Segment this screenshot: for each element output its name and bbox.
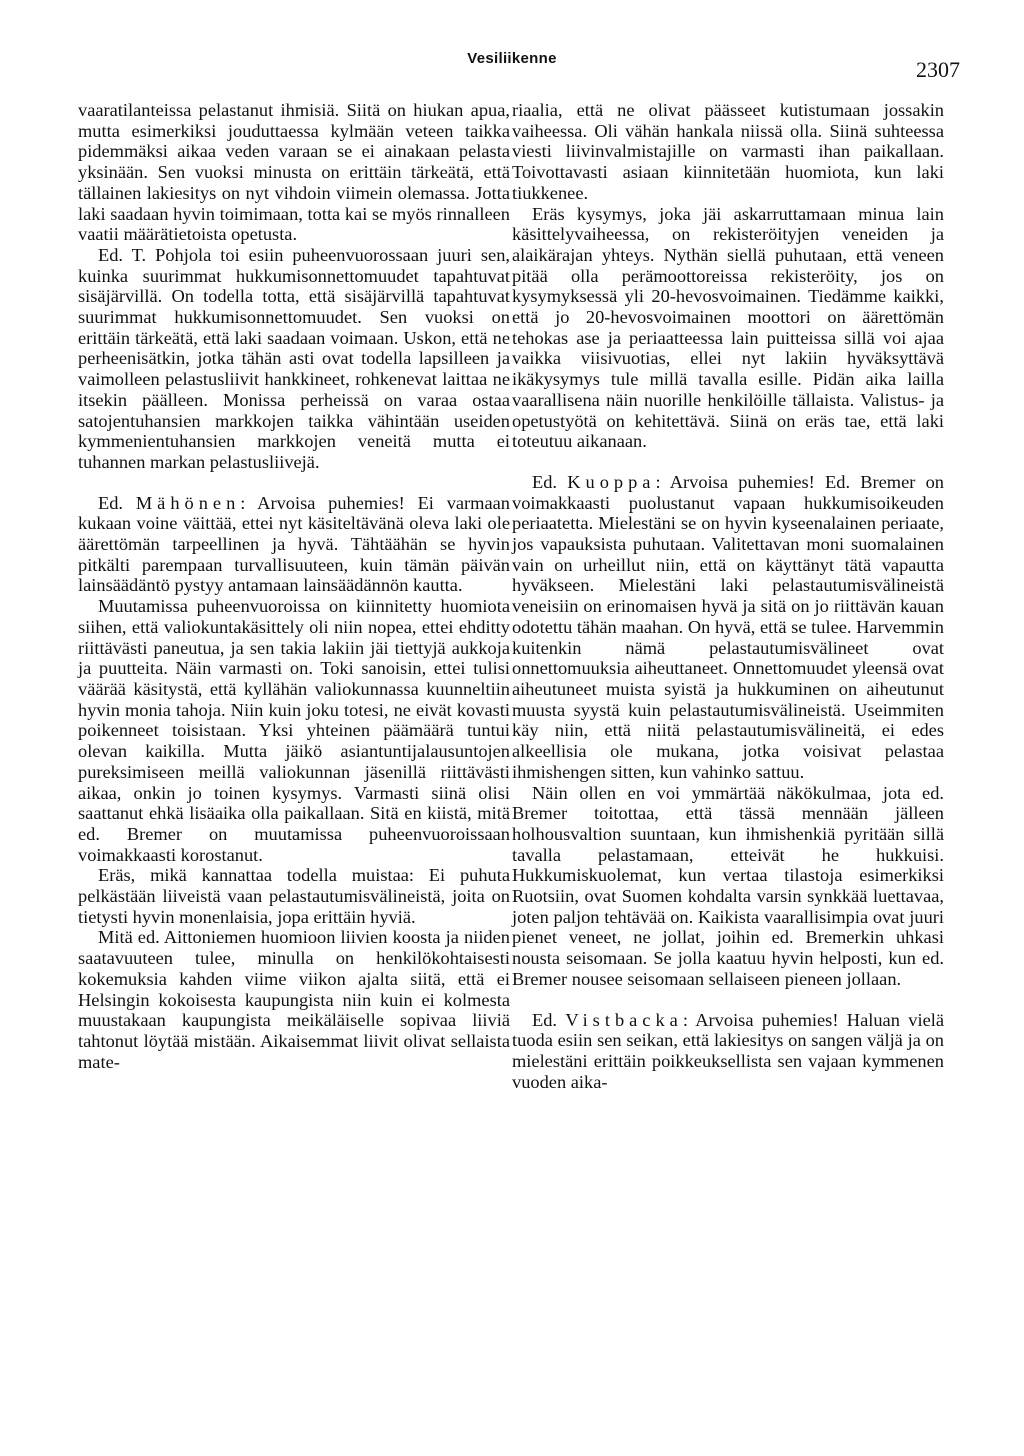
paragraph: Eräs, mikä kannattaa todella muistaa: Ei puhuta pelkästään liiveistä vaan pelastautumisvälineistä, joita on tietysti hyvin monenlaisia, jopa erittäin hyviä.	[78, 865, 510, 927]
speech-paragraph	[512, 472, 944, 783]
paragraph: Eräs kysymys, joka jäi askarruttamaan minua lain käsittelyvaiheessa, on rekisteröityjen veneiden ja alaikärajan yhteys. Nythän siellä puhutaan, että veneen pitää olla perämoottoreissa rekisteröity, jos on kysymyksessä yli 20-hevosvoimainen. Tiedämme kaikki, että jo 20-hevosvoimainen moottori on äärettömän tehokas ase ja periaatteessa lain puitteissa sillä voi ajaa vaikka viisivuotias, ellei nyt lakiin hyväksyttävä ikäkysymys tule millä tavalla esille. Pidän aika lailla vaarallisena näin nuorille henkilöille tällaista. Valistus- ja opetustyötä on kehitettävä. Siinä on eräs tae, että laki toteutuu aikanaan.	[512, 203, 944, 452]
speech-prefix: Ed.	[532, 1009, 566, 1030]
speaker-name: Kuoppa	[567, 471, 656, 492]
paragraph: Mitä ed. Aittoniemen huomioon liivien koosta ja niiden saatavuuteen tulee, minulla on henkilökohtaisesti kokemuksia kahden viime viikon ajalta siitä, että ei Helsingin kokoisesta kaupungista niin kuin ei kolmesta muustakaan kaupungista meikäläiselle sopivaa liiviä tahtonut löytää mistään. Aikaisemmat liivit olivat sellaista mate-	[78, 927, 510, 1072]
speech-prefix: Ed.	[532, 471, 568, 492]
paragraph: Näin ollen en voi ymmärtää näkökulmaa, jota ed. Bremer toitottaa, että tässä mennään jälleen holhousvaltion suuntaan, kun ihmishenkiä pyritään sillä tavalla pelastamaan, etteivät he hukkuisi. Hukkumiskuolemat, kun vertaa tilastoja esimerkiksi Ruotsiin, ovat Suomen kohdalta varsin synkkää luettavaa, joten paljon tehtävää on. Kaikista vaarallisimpia ovat juuri pienet veneet, ne jollat, joihin ed. Bremerkin uhkasi nousta seisomaan. Se jolla kaatuu hyvin helposti, kun ed. Bremer nousee seisomaan sellaiseen pieneen jollaan.	[512, 782, 944, 989]
speech-text: : Arvoisa puhemies! Ed. Bremer on voimakkaasti puolustanut vapaan hukkumisoikeuden periaatetta. Mielestäni se on hyvin kyseenalainen periaate, jos vapauksista puhutaan. Valitettavan moni suomalainen vain on urheillut niin, että on käyttänyt tätä vapautta hyväkseen. Mielestäni laki pelastautumisvälineistä veneisiin on erinomaisen hyvä ja sitä on jo riittävän kauan odotettu tähän maahan. On hyvä, että se tulee. Harvemmin kuitenkin nämä pelastautumisvälineet ovat onnettomuuksia aiheuttaneet. Onnettomuudet yleensä ovat aiheutuneet muista syistä ja hukkuminen on aiheutunut muusta syystä kuin pelastautumisvälineistä. Useimmiten käy niin, että niitä pelastautumisvälineitä, ei edes alkeellisia ole mukana, jotka voisivat pelastaa ihmishengen sitten, kun vahinko sattuu.	[512, 471, 944, 782]
right-column	[512, 100, 944, 1092]
speech-paragraph	[512, 1010, 944, 1093]
speaker-name: Vistbacka	[565, 1009, 683, 1030]
speaker-name: Mähönen	[135, 492, 241, 513]
paragraph: riaalia, että ne olivat päässeet kutistumaan jossakin vaiheessa. Oli vähän hankala niissä olla. Siinä suhteessa viesti liivinvalmistajille on varmasti ihan paikallaan. Toivottavasti asiaan kiinnitetään huomiota, kun laki tiukkenee.	[512, 100, 944, 203]
paragraph: vaaratilanteissa pelastanut ihmisiä. Siitä on hiukan apua, mutta esimerkiksi jouduttaessa kylmään veteen taikka pidemmäksi aikaa veden varaan se ei ainakaan pelasta yksinään. Sen vuoksi minusta on erittäin tärkeätä, että tällainen lakiesitys on nyt vihdoin viimein olemassa. Jotta laki saadaan hyvin toimimaan, totta kai se myös rinnalleen vaatii määrätietoista opetusta.	[78, 100, 510, 245]
paragraph: Muutamissa puheenvuoroissa on kiinnitetty huomiota siihen, että valiokuntakäsittely oli niin nopea, ettei ehditty riittävästi paneutua, ja sen takia lakiin jäi tiettyjä aukkoja ja puutteita. Näin varmasti on. Toki sanoisin, ettei tulisi väärää käsitystä, että kyllähän valiokunnassa kuunneltiin hyvin monia tahoja. Niin kuin joku totesi, ne eivät kovasti poikenneet toisistaan. Yksi yhteinen päämäärä tuntui olevan kaikilla. Mutta jäikö asiantuntijalausuntojen pureksimiseen meillä valiokunnan jäsenillä riittävästi aikaa, onkin jo toinen kysymys. Varmasti siinä olisi saattanut ehkä lisäaika olla paikallaan. Sitä en kiistä, mitä ed. Bremer on muutamissa puheenvuoroissaan voimakkaasti korostanut.	[78, 596, 510, 865]
left-column	[78, 100, 510, 1072]
speech-prefix: Ed.	[98, 492, 136, 513]
page-number: 2307	[916, 57, 960, 82]
speech-text: : Arvoisa puhemies! Haluan vielä tuoda esiin sen seikan, että lakiesitys on sangen väljä ja on mielestäni erittäin poikkeuksellista sen vajaan kymmenen vuoden aika-	[512, 1009, 945, 1092]
speech-text: : Arvoisa puhemies! Ei varmaan kukaan voine väittää, ettei nyt käsiteltävänä oleva laki ole äärettömän tarpeellinen ja hyvä. Tähtäähän se hyvin pitkälti parempaan turvallisuuteen, kuin tämän päivän lainsäädäntö pystyy antamaan lainsäädännön kautta.	[78, 492, 510, 596]
running-header-title: Vesiliikenne	[467, 50, 557, 67]
speech-paragraph	[78, 493, 510, 597]
paragraph: Ed. T. Pohjola toi esiin puheenvuorossaan juuri sen, kuinka suurimmat hukkumisonnettomuudet tapahtuvat sisäjärvillä. On todella totta, että sisäjärvillä tapahtuvat suurimmat hukkumisonnettomuudet. Sen vuoksi on erittäin tärkeätä, että laki saadaan voimaan. Uskon, että ne perheenisätkin, jotka tähän asti ovat todella lapsilleen ja vaimolleen pelastusliivit hankkineet, rohkenevat laittaa ne itsekin päälleen. Monissa perheissä on varaa ostaa satojentuhansien markkojen taikka vähintään useiden kymmenientuhansien markkojen veneitä mutta ei tuhannen markan pelastusliivejä.	[78, 244, 510, 472]
